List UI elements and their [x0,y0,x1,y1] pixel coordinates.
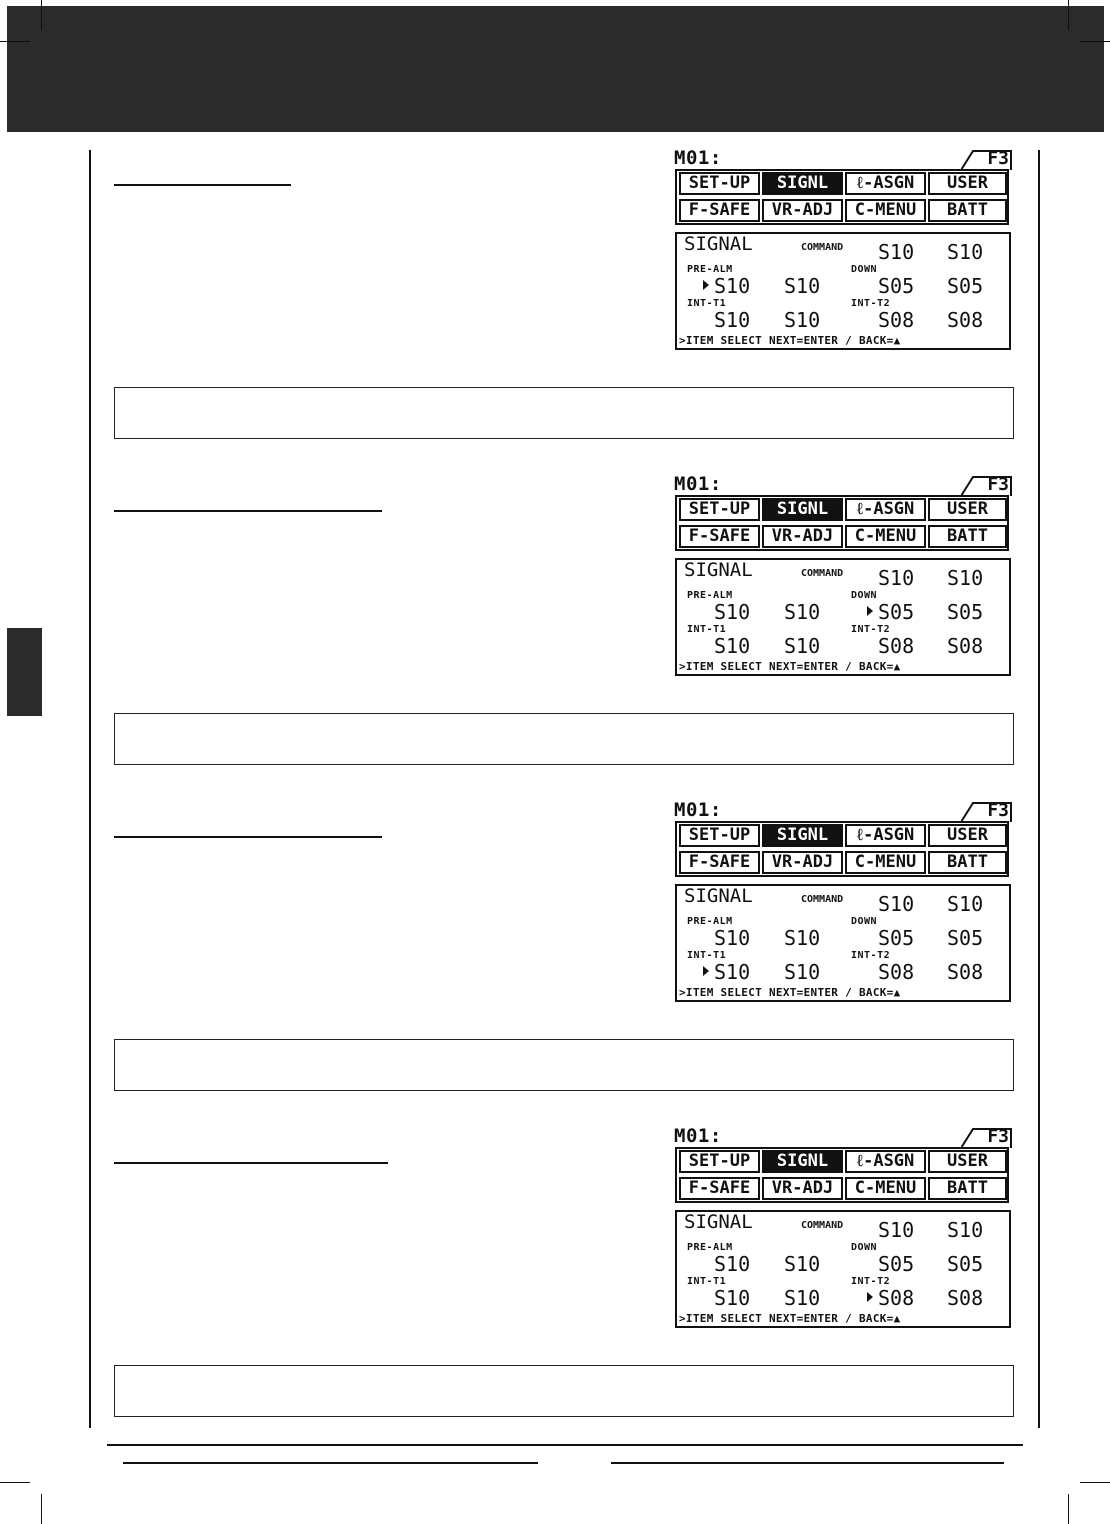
signal-panel [675,558,1011,676]
int-t2-value-b[interactable]: S08 [947,308,984,332]
panel-title: SIGNAL [684,885,753,907]
pre-alm-label: PRE-ALM [687,1242,733,1253]
int-t2-label: INT-T2 [851,1276,891,1287]
command-value-a[interactable]: S10 [878,892,915,916]
down-value-a[interactable]: S05 [878,1252,915,1276]
help-line: >ITEM SELECT NEXT=ENTER / BACK=▲ [679,334,901,347]
cursor-pre-alm [703,280,709,290]
tab-set-up[interactable]: SET-UP [679,172,760,195]
command-value-b[interactable]: S10 [947,1218,984,1242]
tab-l-asgn[interactable]: ℓ-ASGN [845,824,926,847]
menu-grid [675,1147,1009,1203]
tab-batt[interactable]: BATT [928,199,1007,222]
section-heading-rule [114,1162,388,1164]
tab-signl[interactable]: SIGNL [762,172,843,195]
content-frame-right [1038,150,1040,1428]
panel-title: SIGNAL [684,559,753,581]
int-t2-value-a[interactable]: S08 [878,634,915,658]
tab-vr-adj[interactable]: VR-ADJ [762,851,843,874]
int-t2-value-a[interactable]: S08 [878,308,915,332]
int-t1-value-b[interactable]: S10 [784,960,821,984]
command-value-a[interactable]: S10 [878,1218,915,1242]
pre-alm-label: PRE-ALM [687,590,733,601]
model-label: M01: [674,1125,722,1147]
int-t2-label: INT-T2 [851,624,891,635]
tab-f-safe[interactable]: F-SAFE [679,1177,760,1200]
int-t1-value-b[interactable]: S10 [784,634,821,658]
int-t1-value-a[interactable]: S10 [714,960,751,984]
function-key-indicator [961,1127,1013,1148]
down-value-a[interactable]: S05 [878,600,915,624]
int-t2-value-a[interactable]: S08 [878,960,915,984]
tab-signl[interactable]: SIGNL [762,498,843,521]
int-t2-value-a[interactable]: S08 [878,1286,915,1310]
command-value-b[interactable]: S10 [947,566,984,590]
content-frame-left [89,150,91,1428]
command-value-b[interactable]: S10 [947,240,984,264]
model-label: M01: [674,799,722,821]
tab-user[interactable]: USER [928,172,1007,195]
down-label: DOWN [851,264,878,275]
help-line: >ITEM SELECT NEXT=ENTER / BACK=▲ [679,986,901,999]
crop-mark [1068,1494,1069,1524]
tab-f-safe[interactable]: F-SAFE [679,851,760,874]
signal-panel [675,884,1011,1002]
section-heading-rule [114,510,382,512]
tab-c-menu[interactable]: C-MENU [845,851,926,874]
down-label: DOWN [851,590,878,601]
pre-alm-value-a[interactable]: S10 [714,926,751,950]
lcd-screen [673,148,1015,354]
model-label: M01: [674,473,722,495]
pre-alm-value-a[interactable]: S10 [714,274,751,298]
panel-title: SIGNAL [684,233,753,255]
down-value-a[interactable]: S05 [878,926,915,950]
tab-vr-adj[interactable]: VR-ADJ [762,199,843,222]
menu-grid [675,169,1009,225]
int-t2-value-b[interactable]: S08 [947,1286,984,1310]
section-heading-rule [114,184,291,186]
function-key-indicator [961,801,1013,822]
pre-alm-label: PRE-ALM [687,264,733,275]
int-t1-value-a[interactable]: S10 [714,1286,751,1310]
chapter-side-tab [7,628,42,716]
footer-rule-left [123,1462,538,1464]
int-t1-value-a[interactable]: S10 [714,308,751,332]
function-key-label: F3 [987,800,1009,821]
int-t1-value-a[interactable]: S10 [714,634,751,658]
int-t1-label: INT-T1 [687,624,727,635]
int-t1-label: INT-T1 [687,1276,727,1287]
command-label: COMMAND [801,894,844,905]
crop-mark [41,0,42,30]
tab-c-menu[interactable]: C-MENU [845,525,926,548]
tab-c-menu[interactable]: C-MENU [845,199,926,222]
tab-l-asgn[interactable]: ℓ-ASGN [845,172,926,195]
pre-alm-value-a[interactable]: S10 [714,600,751,624]
function-key-indicator [961,475,1013,496]
signal-panel [675,232,1011,350]
crop-mark [0,41,30,42]
tab-batt[interactable]: BATT [928,525,1007,548]
int-t2-label: INT-T2 [851,298,891,309]
int-t1-label: INT-T1 [687,950,727,961]
command-value-a[interactable]: S10 [878,566,915,590]
header-band [7,6,1104,132]
tab-c-menu[interactable]: C-MENU [845,1177,926,1200]
tab-signl[interactable]: SIGNL [762,824,843,847]
pre-alm-value-a[interactable]: S10 [714,1252,751,1276]
crop-mark [1068,0,1069,30]
int-t1-value-b[interactable]: S10 [784,1286,821,1310]
footer-rule-right [611,1462,1004,1464]
int-t2-value-b[interactable]: S08 [947,960,984,984]
cursor-int-t1 [703,966,709,976]
pre-alm-value-b[interactable]: S10 [784,274,821,298]
down-label: DOWN [851,916,878,927]
tab-set-up[interactable]: SET-UP [679,1150,760,1173]
pre-alm-label: PRE-ALM [687,916,733,927]
section-heading-rule [114,836,382,838]
tab-vr-adj[interactable]: VR-ADJ [762,525,843,548]
tab-user[interactable]: USER [928,1150,1007,1173]
tab-user[interactable]: USER [928,498,1007,521]
command-label: COMMAND [801,1220,844,1231]
pre-alm-value-b[interactable]: S10 [784,1252,821,1276]
note-box [114,713,1014,765]
tab-signl[interactable]: SIGNL [762,1150,843,1173]
down-value-b[interactable]: S05 [947,600,984,624]
down-value-a[interactable]: S05 [878,274,915,298]
int-t2-value-b[interactable]: S08 [947,634,984,658]
cursor-down [867,606,873,616]
model-label: M01: [674,147,722,169]
down-value-b[interactable]: S05 [947,1252,984,1276]
crop-mark [41,1494,42,1524]
note-box [114,1039,1014,1091]
signal-panel [675,1210,1011,1328]
command-value-b[interactable]: S10 [947,892,984,916]
crop-mark [1080,1482,1110,1483]
tab-set-up[interactable]: SET-UP [679,498,760,521]
pre-alm-value-b[interactable]: S10 [784,926,821,950]
command-value-a[interactable]: S10 [878,240,915,264]
tab-batt[interactable]: BATT [928,1177,1007,1200]
int-t1-value-b[interactable]: S10 [784,308,821,332]
tab-f-safe[interactable]: F-SAFE [679,525,760,548]
tab-l-asgn[interactable]: ℓ-ASGN [845,1150,926,1173]
help-line: >ITEM SELECT NEXT=ENTER / BACK=▲ [679,1312,901,1325]
function-key-indicator [961,149,1013,170]
cursor-int-t2 [867,1292,873,1302]
tab-user[interactable]: USER [928,824,1007,847]
tab-f-safe[interactable]: F-SAFE [679,199,760,222]
int-t2-label: INT-T2 [851,950,891,961]
command-label: COMMAND [801,568,844,579]
int-t1-label: INT-T1 [687,298,727,309]
function-key-label: F3 [987,1126,1009,1147]
tab-l-asgn[interactable]: ℓ-ASGN [845,498,926,521]
function-key-label: F3 [987,474,1009,495]
lcd-screen [673,474,1015,680]
down-value-b[interactable]: S05 [947,274,984,298]
help-line: >ITEM SELECT NEXT=ENTER / BACK=▲ [679,660,901,673]
tab-set-up[interactable]: SET-UP [679,824,760,847]
function-key-label: F3 [987,148,1009,169]
note-box [114,1365,1014,1417]
tab-batt[interactable]: BATT [928,851,1007,874]
crop-mark [1080,41,1110,42]
note-box [114,387,1014,439]
command-label: COMMAND [801,242,844,253]
lcd-screen [673,1126,1015,1332]
tab-vr-adj[interactable]: VR-ADJ [762,1177,843,1200]
lcd-screen [673,800,1015,1006]
down-label: DOWN [851,1242,878,1253]
panel-title: SIGNAL [684,1211,753,1233]
menu-grid [675,495,1009,551]
menu-grid [675,821,1009,877]
footer-rule [107,1444,1023,1446]
down-value-b[interactable]: S05 [947,926,984,950]
crop-mark [0,1482,30,1483]
pre-alm-value-b[interactable]: S10 [784,600,821,624]
